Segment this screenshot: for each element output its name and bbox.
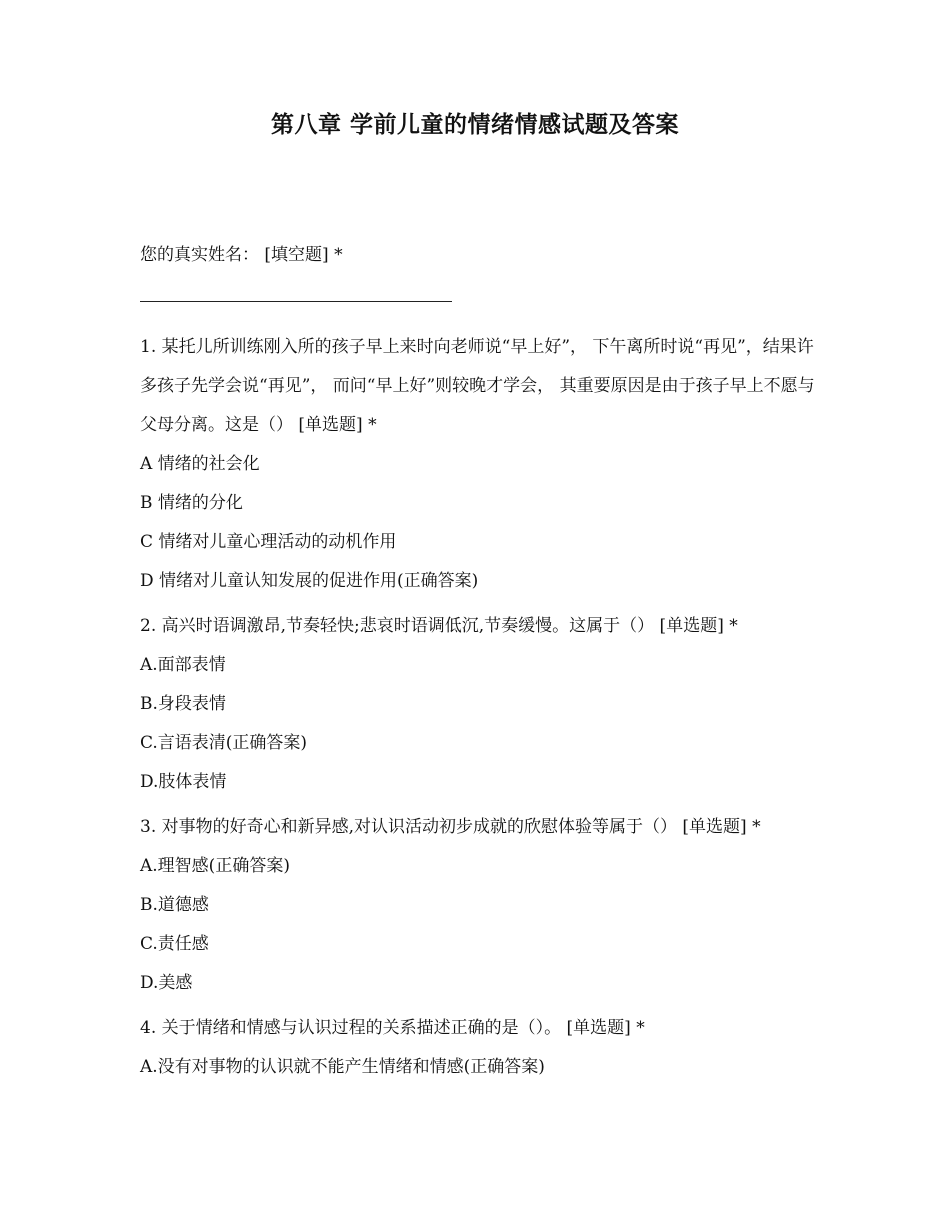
option-a[interactable]: A 情绪的社会化 [140,454,260,474]
option-b[interactable]: B.身段表情 [140,694,226,714]
question-3 [140,808,820,1003]
option-d[interactable]: D.美感 [140,973,193,993]
option-b[interactable]: B 情绪的分化 [140,493,243,513]
question-1 [140,328,820,601]
option-d[interactable]: D.肢体表情 [140,772,227,792]
question-4 [140,1009,820,1087]
question-text: 3. 对事物的好奇心和新异感,对认识活动初步成就的欣慰体验等属于（） [单选题] * [140,817,761,837]
option-c[interactable]: C.言语表清(正确答案) [140,733,308,753]
option-a[interactable]: A.理智感(正确答案) [140,856,290,876]
option-c[interactable]: C 情绪对儿童心理活动的动机作用 [140,532,397,552]
option-c[interactable]: C.责任感 [140,934,209,954]
question-text: 1. 某托儿所训练刚入所的孩子早上来时向老师说“早上好”， 下午离所时说“再见”，结果许多孩子先学会说“再见”， 而问“早上好”则较晚才学会， 其重要原因是由于孩子早上不愿与父母分离。这是（） [单选题] * [140,337,815,435]
question-text: 2. 高兴时语调激昂,节奏轻快;悲哀时语调低沉,节奏缓慢。这属于（） [单选题] * [140,616,738,636]
option-a[interactable]: A.没有对事物的认识就不能产生情绪和情感(正确答案) [140,1057,545,1077]
name-answer-blank[interactable] [140,301,452,302]
question-text: 4. 关于情绪和情感与认识过程的关系描述正确的是（）。 [单选题] * [140,1018,645,1038]
name-field-label: 您的真实姓名： [填空题] * [140,245,343,265]
option-d[interactable]: D 情绪对儿童认知发展的促进作用(正确答案) [140,571,479,591]
question-list [140,236,820,1093]
option-b[interactable]: B.道德感 [140,895,209,915]
document-title: 第八章 学前儿童的情绪情感试题及答案 [270,112,679,138]
question-2 [140,607,820,802]
option-a[interactable]: A.面部表情 [140,655,226,675]
